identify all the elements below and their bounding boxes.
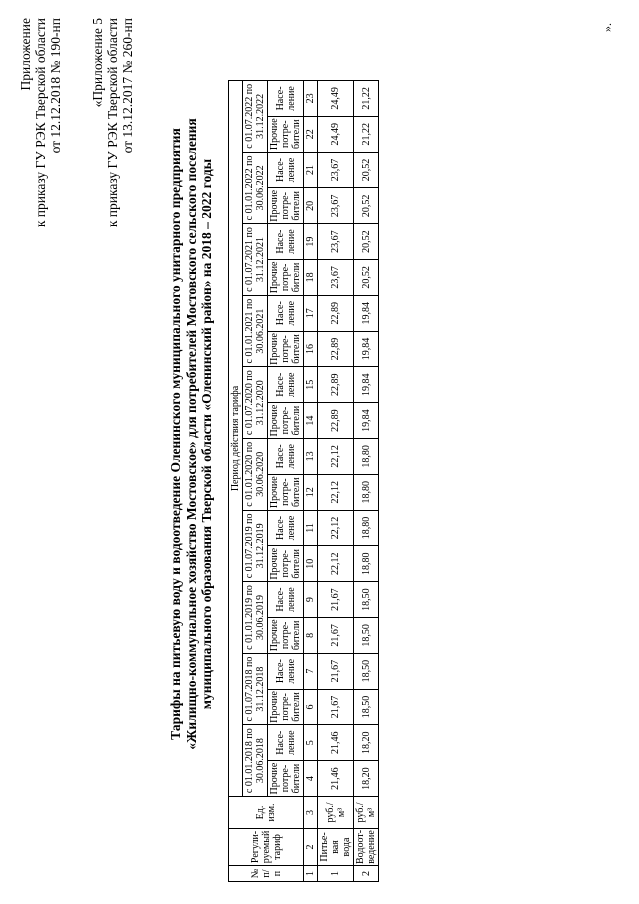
tariff-value: 19,84	[354, 403, 379, 439]
tariff-value: 22,89	[318, 367, 354, 403]
reference-header	[90, 18, 135, 227]
reference-line-3: от 13.12.2017 № 260-нп	[120, 18, 135, 154]
index-cell: 13	[304, 438, 318, 474]
index-cell: 15	[304, 367, 318, 403]
tariff-value: 18,20	[354, 761, 379, 797]
tariff-value: 22,12	[318, 474, 354, 510]
index-cell: 1	[304, 866, 318, 882]
index-cell: 19	[304, 224, 318, 260]
tariff-value: 18,80	[354, 510, 379, 546]
tariff-value: 18,20	[354, 725, 379, 761]
column-index-row	[304, 81, 318, 882]
tariff-value: 21,67	[318, 617, 354, 653]
tariff-value: 20,52	[354, 260, 379, 296]
tariff-table	[228, 80, 379, 882]
col-header-unit: Ед. изм.	[229, 796, 304, 828]
subheader-other-consumers: Прочие потре-бители	[269, 333, 302, 365]
tariff-value: 22,12	[318, 510, 354, 546]
index-cell: 3	[304, 796, 318, 828]
index-cell: 14	[304, 403, 318, 439]
period-2018-h1: с 01.01.2018 по 30.06.2018	[243, 725, 268, 797]
index-cell: 12	[304, 474, 318, 510]
index-cell: 7	[304, 653, 318, 689]
index-cell: 18	[304, 260, 318, 296]
period-2021-h1: с 01.01.2021 по 30.06.2021	[243, 295, 268, 367]
index-cell: 2	[304, 828, 318, 865]
tariff-value: 21,22	[354, 81, 379, 117]
col-header-tariff: Регули-руемый тариф	[229, 828, 304, 865]
index-cell: 16	[304, 331, 318, 367]
title-line-2: «Жилищно-коммунальное хозяйство Мостовское» для потребителей Мостовского сельского поселения	[183, 118, 199, 750]
index-cell: 17	[304, 295, 318, 331]
subheader-other-consumers: Прочие потре-бители	[269, 404, 302, 437]
period-2019-h1: с 01.01.2019 по 30.06.2019	[243, 582, 268, 654]
period-2021-h2: с 01.07.2021 по 31.12.2021	[243, 224, 268, 296]
tariff-value: 21,67	[318, 689, 354, 725]
tariff-value: 23,67	[318, 152, 354, 188]
index-cell: 21	[304, 152, 318, 188]
row-number: 2	[354, 866, 379, 882]
tariff-value: 21,46	[318, 761, 354, 797]
tariff-value: 21,67	[318, 653, 354, 689]
subheader-other-consumers: Прочие потре-бители	[269, 476, 302, 509]
period-row	[243, 81, 268, 882]
tariff-value: 22,12	[318, 546, 354, 582]
period-2018-h2: с 01.07.2018 по 31.12.2018	[243, 653, 268, 725]
appendix-header	[18, 18, 63, 227]
subheader-other-consumers: Прочие потре-бители	[269, 762, 302, 795]
index-cell: 20	[304, 188, 318, 224]
subheader-other-consumers: Прочие потре-бители	[269, 691, 302, 723]
period-2022-h1: с 01.01.2022 по 30.06.2022	[243, 152, 268, 224]
subheader-population: Насе-ление	[268, 152, 304, 188]
tariff-value: 18,80	[354, 438, 379, 474]
tariff-value: 23,67	[318, 260, 354, 296]
document-title	[168, 114, 215, 754]
tariff-value: 21,22	[354, 116, 379, 152]
subheader-population: Насе-ление	[268, 510, 304, 546]
subheader-population: Насе-ление	[268, 295, 304, 331]
period-2019-h2: с 01.07.2019 по 31.12.2019	[243, 510, 268, 582]
appendix-line-1: Приложение	[18, 18, 33, 91]
subheader-population: Насе-ление	[268, 582, 304, 618]
row-tariff-name: Питье-вая вода	[318, 828, 354, 865]
consumer-group-row	[268, 81, 304, 882]
period-2020-h1: с 01.01.2020 по 30.06.2020	[243, 438, 268, 510]
tariff-value: 18,50	[354, 689, 379, 725]
table-row-wastewater	[354, 81, 379, 882]
col-header-number: № п/ п	[229, 866, 304, 882]
index-cell: 8	[304, 617, 318, 653]
tariff-value: 24,49	[318, 81, 354, 117]
subheader-other-consumers: Прочие потре-бители	[269, 189, 302, 222]
title-line-3: муниципального образования Тверской области «Оленинский район» на 2018 – 2022 годы	[199, 158, 214, 710]
tariff-value: 22,89	[318, 295, 354, 331]
period-2020-h2: с 01.07.2020 по 31.12.2020	[243, 367, 268, 439]
index-cell: 10	[304, 546, 318, 582]
reference-line-2: к приказу ГУ РЭК Тверской области	[105, 18, 120, 228]
period-2022-h2: с 01.07.2022 по 31.12.2022	[243, 81, 268, 153]
row-unit: руб./м³	[354, 796, 379, 828]
index-cell: 23	[304, 81, 318, 117]
subheader-other-consumers: Прочие потре-бители	[269, 118, 302, 151]
tariff-value: 20,52	[354, 224, 379, 260]
tariff-value: 24,49	[318, 116, 354, 152]
table-row-drinking-water	[318, 81, 354, 882]
subheader-population: Насе-ление	[268, 438, 304, 474]
title-line-1: Тарифы на питьевую воду и водоотведение Оленинского муниципального унитарного предприятия	[168, 128, 183, 740]
tariff-value: 19,84	[354, 295, 379, 331]
tariff-value: 22,89	[318, 331, 354, 367]
tariff-value: 19,84	[354, 331, 379, 367]
tariff-value: 20,52	[354, 152, 379, 188]
subheader-population: Насе-ление	[268, 224, 304, 260]
subheader-population: Насе-ление	[268, 367, 304, 403]
subheader-population: Насе-ление	[268, 81, 304, 117]
subheader-other-consumers: Прочие потре-бители	[269, 547, 302, 580]
index-cell: 5	[304, 725, 318, 761]
subheader-population: Насе-ление	[268, 725, 304, 761]
appendix-line-3: от 12.12.2018 № 190-нп	[48, 18, 63, 154]
subheader-other-consumers: Прочие потре-бители	[269, 261, 302, 294]
tariff-value: 23,67	[318, 224, 354, 260]
index-cell: 11	[304, 510, 318, 546]
tariff-value: 22,12	[318, 438, 354, 474]
tariff-value: 19,84	[354, 367, 379, 403]
period-header: Период действия тарифа	[229, 81, 243, 797]
appendix-line-2: к приказу ГУ РЭК Тверской области	[33, 18, 48, 228]
tariff-value: 23,67	[318, 188, 354, 224]
tariff-value: 21,67	[318, 582, 354, 618]
tariff-value: 18,50	[354, 617, 379, 653]
index-cell: 22	[304, 116, 318, 152]
row-number: 1	[318, 866, 354, 882]
tariff-value: 18,80	[354, 546, 379, 582]
closing-quote: ».	[600, 23, 614, 32]
tariff-value: 22,89	[318, 403, 354, 439]
subheader-population: Насе-ление	[268, 653, 304, 689]
reference-line-1: «Приложение 5	[90, 18, 105, 108]
tariff-value: 20,52	[354, 188, 379, 224]
index-cell: 4	[304, 761, 318, 797]
tariff-value: 18,80	[354, 474, 379, 510]
tariff-value: 18,50	[354, 582, 379, 618]
tariff-value: 21,46	[318, 725, 354, 761]
subheader-other-consumers: Прочие потре-бители	[269, 619, 302, 652]
tariff-value: 18,50	[354, 653, 379, 689]
index-cell: 9	[304, 582, 318, 618]
row-unit: руб./м³	[318, 796, 354, 828]
index-cell: 6	[304, 689, 318, 725]
row-tariff-name: Водоот-ведение	[355, 829, 377, 864]
